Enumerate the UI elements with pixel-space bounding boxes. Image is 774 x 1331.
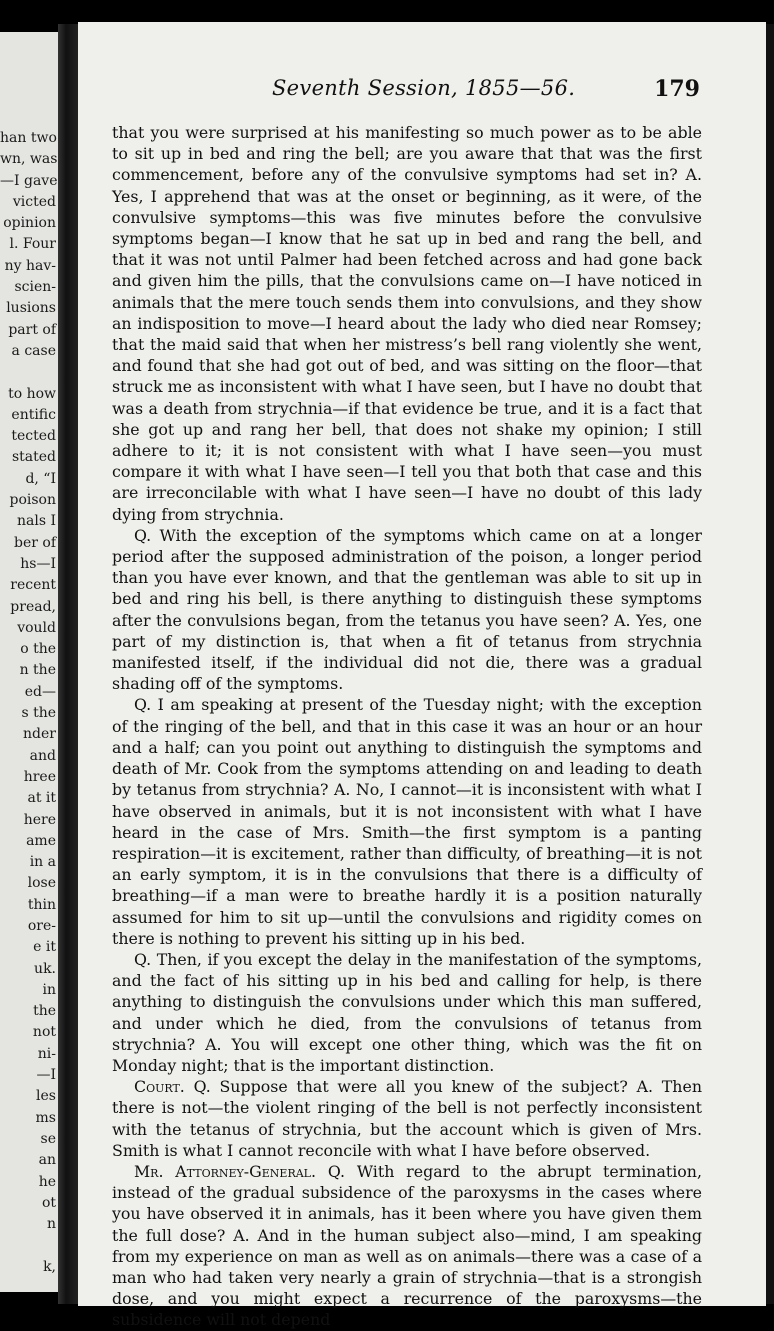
facing-page-fragment: not (32, 1024, 56, 1041)
facing-page-fragment: the (33, 1003, 56, 1020)
facing-page-fragment (0, 1235, 58, 1256)
facing-page-fragment: here (23, 811, 56, 828)
facing-page-fragment: ed— (24, 683, 56, 700)
page-number: 179 (654, 76, 700, 102)
facing-page-fragment: n (46, 1216, 56, 1233)
facing-page-fragment: lusions (6, 300, 56, 317)
facing-page-fragment: ni- (37, 1045, 56, 1062)
facing-page-fragment: wn, was (0, 151, 58, 168)
facing-page-fragment: stated (11, 449, 56, 466)
facing-page-fragment (0, 362, 58, 383)
facing-page-fragment: tected (11, 428, 56, 445)
speaker-label: Mr. Attorney-General. (134, 1161, 316, 1181)
facing-page-fragment: d, “I (25, 470, 56, 487)
book-page (78, 22, 766, 1330)
facing-page-fragment: and (29, 747, 56, 764)
facing-page-fragment: in (42, 981, 56, 998)
facing-page-fragment: in a (29, 854, 56, 871)
paragraph: Q. With the exception of the symptoms which came on at a longer period after the supposed administration of the poison, a longer period than you have ever known, and that the gentleman was able to sit up in bed and ring his bell, is there anything to distinguish these symptoms after the convulsions began, from the tetanus you have seen? A. Yes, one part of my distinction is, that when a fit of tetanus from strychnia manifested itself, if the individual did not die, there was a gradual shading off of the symptoms. (112, 525, 702, 694)
facing-page-fragment: victed (12, 193, 56, 210)
facing-page-fragment: nals I (16, 513, 56, 530)
book-gutter (58, 24, 78, 1304)
facing-page-fragment: a case (11, 342, 56, 359)
facing-page-fragment: recent (10, 577, 56, 594)
facing-page-fragment: e it (33, 939, 56, 956)
facing-page-fragment: he (38, 1173, 56, 1190)
facing-page-fragment: part of (8, 321, 56, 338)
facing-page-fragment: k, (43, 1258, 56, 1275)
facing-page-fragment: s the (21, 705, 56, 722)
facing-page-fragment: opinion (3, 215, 56, 232)
facing-page-fragment: se (40, 1130, 56, 1147)
paragraph: Court. Q. Suppose that were all you knew of the subject? A. Then there is not—the violent ringing of the bell is not perfectly inconsistent with the tetanus of strychnia, but the account which is given of Mrs. Smith is what I cannot reconcile with what I have before observed. (112, 1077, 702, 1160)
facing-page-fragment: hs—I (20, 555, 56, 572)
facing-page-fragment: vould (17, 619, 56, 636)
facing-page-fragment: ame (26, 832, 56, 849)
facing-page-fragments (0, 128, 58, 1278)
facing-page-fragment: at it (27, 790, 56, 807)
facing-page-fragment: —I gave (0, 172, 58, 189)
facing-page-fragment: pread, (10, 598, 56, 615)
paragraph: Q. Then, if you except the delay in the manifestation of the symptoms, and the fact of his sitting up in his bed and calling for help, is there anything to distinguish the convulsions under which this man suffered, and under which he died, from the convulsions of tetanus from strychnia? A. You will except one other thing, which was the fit on Monday night; that is the important distinction. (112, 949, 702, 1075)
facing-page-fragment: nder (23, 726, 56, 743)
facing-page-fragment: thin (27, 896, 56, 913)
running-head: Seventh Session, 1855—56. (272, 76, 576, 100)
facing-page-fragment: ms (35, 1109, 56, 1126)
paragraph: that you were surprised at his manifesting so much power as to be able to sit up in bed and ring the bell; are you aware that that was the first commencement, before any of the convulsive symptoms had set in? A. Yes, I apprehend that was at the onset or beginning, as it were, of the convulsive symptoms—this was five minutes before the convulsive symptoms began—I know that he sat up in bed and rang the bell, and that it was not until Palmer had been fetched across and had gone back and given him the pills, that the convulsions came on—I have noticed in animals that the mere touch sends them into convulsions, and they show an indisposition to move—I heard about the lady who died near Romsey; that the maid said that when her mistress’s bell rang violently she went, and found that she had got out of bed, and was sitting on the floor—that struck me as inconsistent with what I have seen, but I have no doubt that was a death from strychnia—if that evidence be true, and it is a fact that she got up and rang her bell, that does not shake my opinion; I still adhere to it; it is not consistent with what I have seen—you must compare it with what I have seen—I tell you that both that case and this are irreconcilable with what I have seen—I have no doubt of this lady dying from strychnia. (112, 123, 702, 524)
facing-page-fragment: to how (8, 385, 56, 402)
paragraph: Mr. Attorney-General. Q. With regard to the abrupt termination, instead of the gradual subsidence of the paroxysms in the cases where you have observed it in animals, has it been where you have given them the full dose? A. And in the human subject also—mind, I am speaking from my experience on man as well as on animals—there was a case of a man who had taken very nearly a grain of strychnia—that is a strongish dose, and you might expect a recurrence of the paroxysms—the subsidence will not depend (112, 1161, 702, 1330)
facing-page-fragment: ber of (14, 534, 56, 551)
facing-page-fragment: poison (9, 492, 56, 509)
paragraph: Q. I am speaking at present of the Tuesday night; with the exception of the ringing of the bell, and that in this case it was an hour or an hour and a half; can you point out anything to distinguish the symptoms and death of Mr. Cook from the symptoms attending on and leading to death by tetanus from strychnia? A. No, I cannot—it is inconsistent with what I have observed in animals, but it is not inconsistent with what I have heard in the case of Mrs. Smith—the first symptom is a panting respiration—it is excitement, rather than difficulty, of breathing—it is not an early symptom, it is in the convulsions that there is a difficulty of breathing—if a man were to breathe hardly it is a position naturally assumed for him to sit up—until the convulsions and rigidity comes on there is nothing to prevent his sitting up in his bed. (112, 695, 702, 948)
page-header (78, 76, 766, 106)
right-dark-margin (766, 24, 774, 1304)
facing-page-fragment: entific (11, 406, 56, 423)
facing-page-fragment: —I (36, 1067, 56, 1084)
facing-page-fragment: ot (41, 1194, 56, 1211)
facing-page-fragment: uk. (34, 960, 56, 977)
facing-page-fragment: ore- (27, 917, 56, 934)
facing-page-edge (0, 32, 58, 1292)
facing-page-fragment: o the (20, 641, 56, 658)
facing-page-fragment: les (36, 1088, 56, 1105)
facing-page-fragment: han two (0, 130, 57, 146)
facing-page-fragment: ny hav- (4, 257, 56, 274)
facing-page-fragment: hree (23, 768, 56, 785)
facing-page-fragment: n the (19, 662, 56, 679)
facing-page-fragment: l. Four (9, 236, 56, 253)
facing-page-fragment: an (38, 1152, 56, 1169)
facing-page-fragment: scien- (14, 279, 56, 296)
speaker-label: Court. (134, 1077, 185, 1097)
page-body (112, 122, 702, 1331)
facing-page-fragment: lose (27, 875, 56, 892)
